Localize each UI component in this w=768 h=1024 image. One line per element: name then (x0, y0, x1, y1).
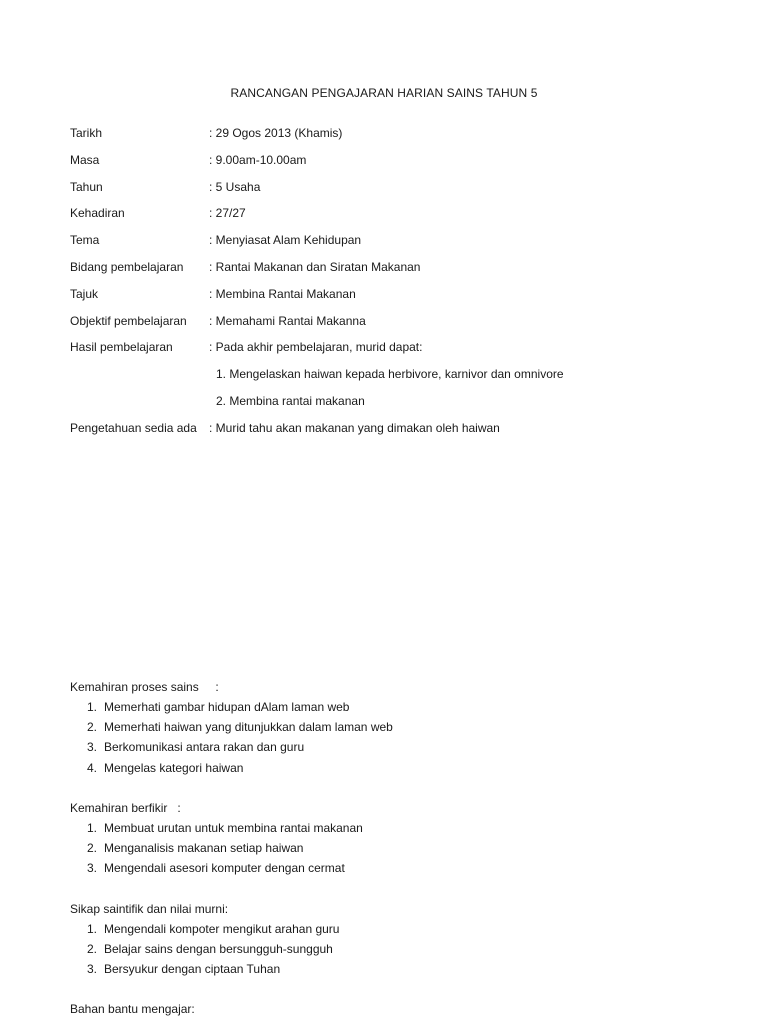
info-value: : Rantai Makanan dan Siratan Makanan (209, 259, 421, 274)
list-text: Mengendali asesori komputer dengan cermat (104, 861, 345, 876)
list-text: Membuat urutan untuk membina rantai makanan (104, 821, 363, 835)
info-label: Tema (70, 233, 100, 248)
list-text: Bersyukur dengan ciptaan Tuhan (104, 962, 281, 977)
list-item (70, 841, 690, 861)
info-label: Bidang pembelajaran (70, 259, 184, 274)
list-item (70, 861, 690, 881)
list-item (70, 720, 690, 740)
info-value: : 9.00am-10.00am (209, 152, 307, 167)
info-value: : Murid tahu akan makanan yang dimakan oleh haiwan (209, 420, 500, 435)
info-label: Kehadiran (70, 206, 125, 221)
list-number: 1. (86, 821, 97, 835)
list-text: Belajar sains dengan bersungguh-sungguh (104, 942, 333, 957)
list-number: 2. (86, 942, 97, 957)
info-value: : 5 Usaha (209, 179, 261, 194)
info-value: 1. Mengelaskan haiwan kepada herbivore, karnivor dan omnivore (216, 367, 564, 382)
section-heading: Bahan bantu mengajar: (70, 1002, 195, 1016)
info-value: : Pada akhir pembelajaran, murid dapat: (209, 340, 423, 355)
list-text: Memerhati haiwan yang ditunjukkan dalam laman web (104, 720, 393, 735)
info-row-pengetahuan (70, 421, 710, 448)
info-table (70, 126, 710, 448)
section-list (70, 700, 690, 781)
info-label: Pengetahuan sedia ada (70, 420, 197, 435)
info-row-tajuk (70, 287, 710, 314)
section-heading: Kemahiran proses sains : (70, 680, 219, 694)
info-row-tema (70, 233, 710, 260)
info-row-hasil-item-1 (70, 367, 710, 394)
section-heading: Sikap saintifik dan nilai murni: (70, 902, 229, 916)
list-item (70, 761, 690, 781)
list-number: 3. (86, 861, 97, 876)
list-text: Mengelas kategori haiwan (104, 760, 244, 775)
info-row-bidang (70, 260, 710, 287)
info-row-tahun (70, 180, 710, 207)
info-value: : Memahami Rantai Makanna (209, 313, 366, 328)
list-number: 2. (86, 841, 97, 856)
list-text: Berkomunikasi antara rakan dan guru (104, 740, 305, 755)
info-value: : 29 Ogos 2013 (Khamis) (209, 126, 343, 140)
section-heading: Kemahiran berfikir : (70, 801, 181, 815)
info-label: Tarikh (70, 126, 103, 140)
list-number: 4. (86, 760, 97, 775)
info-value: : 27/27 (209, 206, 246, 221)
info-label: Tahun (70, 179, 103, 194)
section-kemahiran-proses-sains (70, 680, 690, 781)
info-value: 2. Membina rantai makanan (216, 393, 365, 408)
info-row-kehadiran (70, 206, 710, 233)
list-item (70, 700, 690, 720)
list-item (70, 740, 690, 760)
list-item (70, 962, 690, 982)
list-item (70, 942, 690, 962)
list-item (70, 821, 690, 841)
info-label: Masa (70, 152, 100, 167)
section-bahan-bantu-mengajar (70, 1002, 690, 1022)
list-text: Mengendali kompoter mengikut arahan guru (104, 922, 340, 936)
list-text: Menganalisis makanan setiap haiwan (104, 841, 304, 856)
list-text: Memerhati gambar hidupan dAlam laman web (104, 700, 350, 714)
page-title: RANCANGAN PENGAJARAN HARIAN SAINS TAHUN 5 (230, 86, 538, 100)
info-value: : Membina Rantai Makanan (209, 286, 356, 301)
info-value: : Menyiasat Alam Kehidupan (209, 233, 362, 248)
info-row-masa (70, 153, 710, 180)
section-list (70, 922, 690, 983)
info-label: Hasil pembelajaran (70, 340, 173, 355)
list-number: 1. (86, 700, 97, 714)
info-label: Tajuk (70, 286, 99, 301)
list-number: 1. (86, 922, 97, 936)
section-kemahiran-berfikir (70, 801, 690, 882)
info-row-tarikh (70, 126, 710, 153)
info-label: Objektif pembelajaran (70, 313, 187, 328)
info-row-objektif (70, 314, 710, 341)
info-row-hasil (70, 340, 710, 367)
list-item (70, 922, 690, 942)
list-number: 3. (86, 740, 97, 755)
info-row-hasil-item-2 (70, 394, 710, 421)
section-list (70, 821, 690, 882)
list-number: 3. (86, 962, 97, 977)
list-number: 2. (86, 720, 97, 735)
section-sikap-saintifik (70, 902, 690, 983)
